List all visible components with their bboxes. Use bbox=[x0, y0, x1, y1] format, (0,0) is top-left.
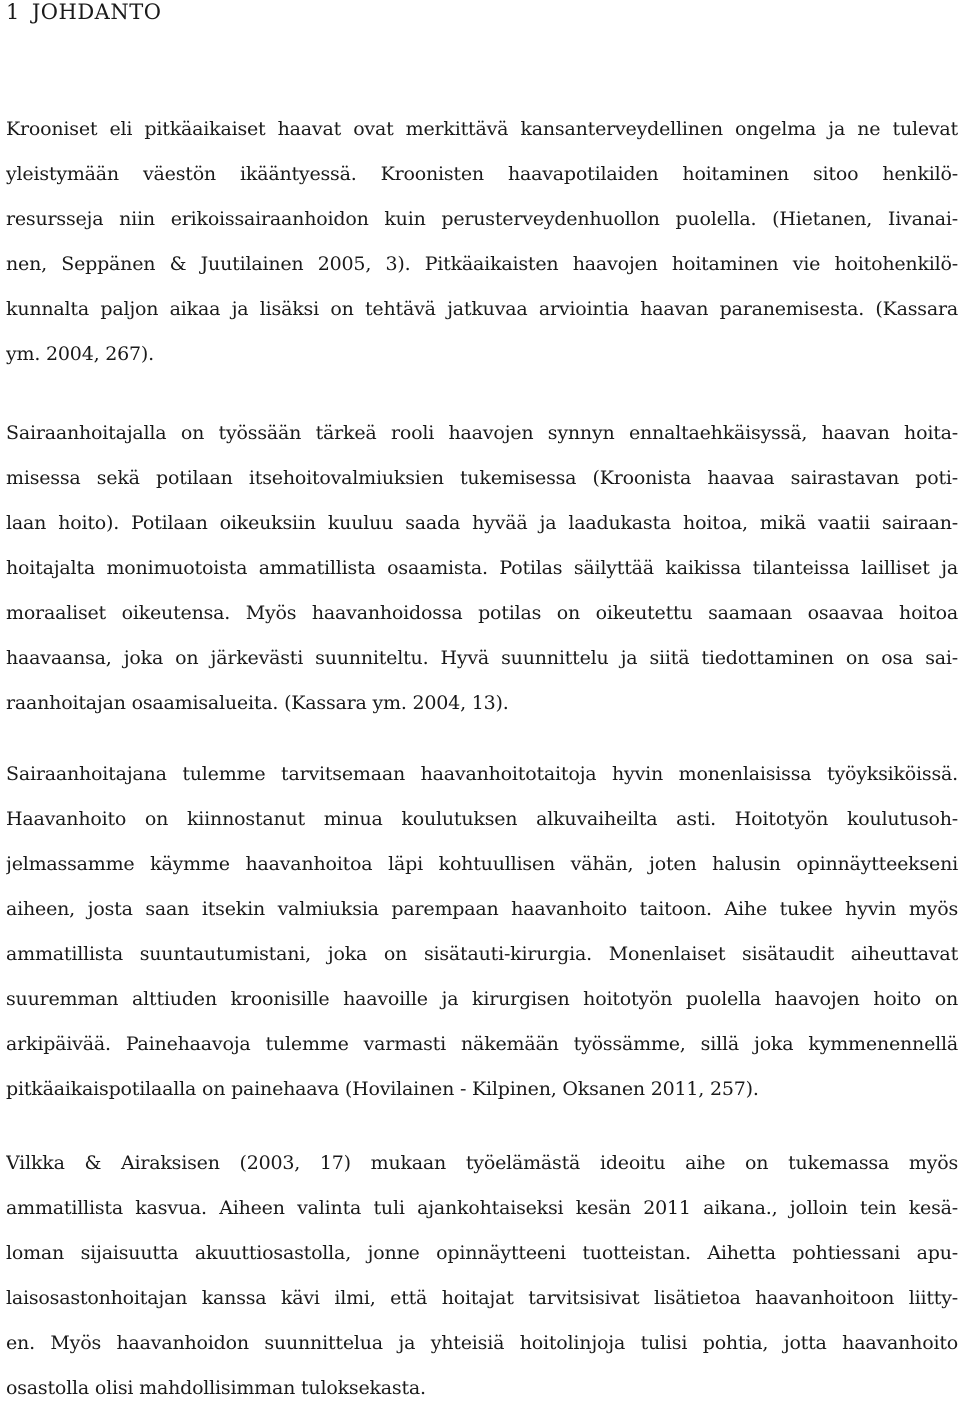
text-line: hoitajalta monimuotoista ammatillista osaamista. Potilas säilyttää kaikissa tilanteissa lailliset ja bbox=[6, 557, 958, 579]
text-line: loman sijaisuutta akuuttiosastolla, jonne opinnäytteeni tuotteistan. Aihetta pohtiessani apu- bbox=[6, 1242, 958, 1264]
text-line: Krooniset eli pitkäaikaiset haavat ovat merkittävä kansanterveydellinen ongelma ja ne tulevat bbox=[6, 118, 958, 140]
paragraph-4 bbox=[6, 1148, 958, 1418]
text-line: Vilkka & Airaksisen (2003, 17) mukaan työelämästä ideoitu aihe on tukemassa myös bbox=[6, 1152, 958, 1174]
text-line: ammatillista kasvua. Aiheen valinta tuli ajankohtaiseksi kesän 2011 aikana., jolloin tein kesä- bbox=[6, 1197, 958, 1219]
text-line: Sairaanhoitajalla on työssään tärkeä rooli haavojen synnyn ennaltaehkäisyssä, haavan hoita- bbox=[6, 422, 958, 444]
text-line: jelmassamme käymme haavanhoitoa läpi kohtuullisen vähän, joten halusin opinnäytteekseni bbox=[6, 853, 958, 875]
chapter-title: JOHDANTO bbox=[31, 0, 162, 24]
chapter-heading bbox=[6, 0, 161, 24]
text-line: misessa sekä potilaan itsehoitovalmiuksien tukemisessa (Kroonista haavaa sairastavan poti- bbox=[6, 467, 958, 489]
text-line: yleistymään väestön ikääntyessä. Kroonisten haavapotilaiden hoitaminen sitoo henkilö- bbox=[6, 163, 958, 185]
text-line: en. Myös haavanhoidon suunnittelua ja yhteisiä hoitolinjoja tulisi pohtia, jotta haavanhoito bbox=[6, 1332, 958, 1354]
text-line: raanhoitajan osaamisalueita. (Kassara ym. 2004, 13). bbox=[6, 692, 509, 714]
text-line: arkipäivää. Painehaavoja tulemme varmasti näkemään työssämme, sillä joka kymmenennellä bbox=[6, 1033, 958, 1055]
text-line: kunnalta paljon aikaa ja lisäksi on tehtävä jatkuvaa arviointia haavan paranemisesta. (Kassara bbox=[6, 298, 958, 320]
text-line: pitkäaikaispotilaalla on painehaava (Hovilainen - Kilpinen, Oksanen 2011, 257). bbox=[6, 1078, 759, 1100]
text-line: aiheen, josta saan itsekin valmiuksia parempaan haavanhoito taitoon. Aihe tukee hyvin myös bbox=[6, 898, 958, 920]
paragraph-1 bbox=[6, 114, 958, 384]
text-line: osastolla olisi mahdollisimman tuloksekasta. bbox=[6, 1377, 426, 1399]
text-line: Haavanhoito on kiinnostanut minua koulutuksen alkuvaiheilta asti. Hoitotyön koulutusoh- bbox=[6, 808, 958, 830]
text-line: moraaliset oikeutensa. Myös haavanhoidossa potilas on oikeutettu saamaan osaavaa hoitoa bbox=[6, 602, 958, 624]
text-line: ammatillista suuntautumistani, joka on sisätauti-kirurgia. Monenlaiset sisätaudit aiheuttavat bbox=[6, 943, 958, 965]
text-line: suuremman alttiuden kroonisille haavoille ja kirurgisen hoitotyön puolella haavojen hoito on bbox=[6, 988, 958, 1010]
text-line: ym. 2004, 267). bbox=[6, 343, 154, 365]
text-line: laisosastonhoitajan kanssa kävi ilmi, että hoitajat tarvitsisivat lisätietoa haavanhoitoon liitty- bbox=[6, 1287, 958, 1309]
text-line: laan hoito). Potilaan oikeuksiin kuuluu saada hyvää ja laadukasta hoitoa, mikä vaatii sairaan- bbox=[6, 512, 958, 534]
paragraph-2 bbox=[6, 418, 958, 733]
text-line: nen, Seppänen & Juutilainen 2005, 3). Pitkäaikaisten haavojen hoitaminen vie hoitohenkilö- bbox=[6, 253, 958, 275]
paragraph-3 bbox=[6, 759, 958, 1119]
text-line: resursseja niin erikoissairaanhoidon kuin perusterveydenhuollon puolella. (Hietanen, Iivanai- bbox=[6, 208, 958, 230]
text-line: Sairaanhoitajana tulemme tarvitsemaan haavanhoitotaitoja hyvin monenlaisissa työyksiköissä. bbox=[6, 763, 958, 785]
text-line: haavaansa, joka on järkevästi suunniteltu. Hyvä suunnittelu ja siitä tiedottaminen on osa sai- bbox=[6, 647, 958, 669]
chapter-number: 1 bbox=[6, 0, 20, 24]
